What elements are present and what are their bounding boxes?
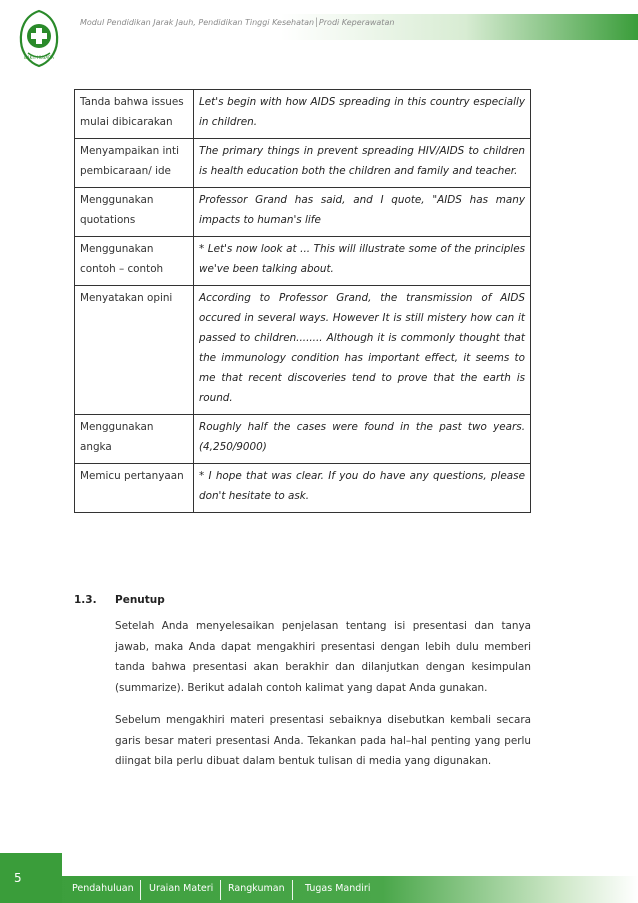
nav-divider: [140, 880, 141, 900]
nav-divider: [292, 880, 293, 900]
nav-rangkuman[interactable]: Rangkuman: [228, 883, 285, 894]
table-row: [75, 139, 531, 188]
table-cell-value: * Let's now look at ... This will illustrate some of the principles we've been talking about.: [194, 237, 531, 286]
header-title: Modul Pendidikan Jarak Jauh, Pendidikan Tinggi Kesehatan│Prodi Keperawatan: [80, 18, 395, 27]
table-cell-label: Menyampaikan inti pembicaraan/ ide: [75, 139, 194, 188]
table-cell-value: Professor Grand has said, and I quote, "AIDS has many impacts to human's life: [194, 188, 531, 237]
table-row: [75, 90, 531, 139]
table-row: [75, 188, 531, 237]
nav-divider: [220, 880, 221, 900]
table-row: [75, 286, 531, 415]
table-row: [75, 237, 531, 286]
nav-pendahuluan[interactable]: Pendahuluan: [72, 883, 134, 894]
section-title: Penutup: [115, 594, 165, 606]
table-cell-label: Menggunakan contoh – contoh: [75, 237, 194, 286]
table-cell-label: Menyatakan opini: [75, 286, 194, 415]
table-cell-value: According to Professor Grand, the transmission of AIDS occured in several ways. However It is still mistery how can it passed to children........ Although it is commonly thought that the immunology condition has important effect, it seems to me that recent discoveries tend to prove that the earth is round.: [194, 286, 531, 415]
table-cell-value: * I hope that was clear. If you do have any questions, please don't hesitate to ask.: [194, 464, 531, 513]
table-cell-label: Memicu pertanyaan: [75, 464, 194, 513]
section-number: 1.3.: [74, 594, 97, 606]
table-cell-label: Tanda bahwa issues mulai dibicarakan: [75, 90, 194, 139]
table-cell-value: Let's begin with how AIDS spreading in this country especially in children.: [194, 90, 531, 139]
paragraph: Setelah Anda menyelesaikan penjelasan tentang isi presentasi dan tanya jawab, maka Anda dapat mengakhiri presentasi dengan lebih dulu memberi tanda bahwa presentasi akan berakhir dan dilanjutkan dengan kesimpulan (summarize). Berikut adalah contoh kalimat yang dapat Anda gunakan.: [115, 620, 531, 694]
nav-uraian-materi[interactable]: Uraian Materi: [149, 883, 214, 894]
page-number: 5: [14, 871, 22, 885]
table-cell-label: Menggunakan quotations: [75, 188, 194, 237]
paragraph: Sebelum mengakhiri materi presentasi sebaiknya disebutkan kembali secara garis besar materi presentasi Anda. Tekankan pada hal–hal penting yang perlu diingat bila perlu dibuat dalam bentuk tulisan di media yang digunakan.: [115, 714, 531, 767]
table-cell-value: The primary things in prevent spreading HIV/AIDS to children is health education both the children and family and teacher.: [194, 139, 531, 188]
expression-table: [74, 89, 531, 513]
bakti-husada-logo-icon: [14, 8, 64, 70]
table-row: [75, 415, 531, 464]
table-cell-value: Roughly half the cases were found in the past two years. (4,250/9000): [194, 415, 531, 464]
page-number-box: [0, 853, 62, 903]
nav-tugas-mandiri[interactable]: Tugas Mandiri: [305, 883, 371, 894]
svg-text:BAKTI HUSADA: BAKTI HUSADA: [24, 55, 54, 60]
table-row: [75, 464, 531, 513]
table-cell-label: Menggunakan angka: [75, 415, 194, 464]
